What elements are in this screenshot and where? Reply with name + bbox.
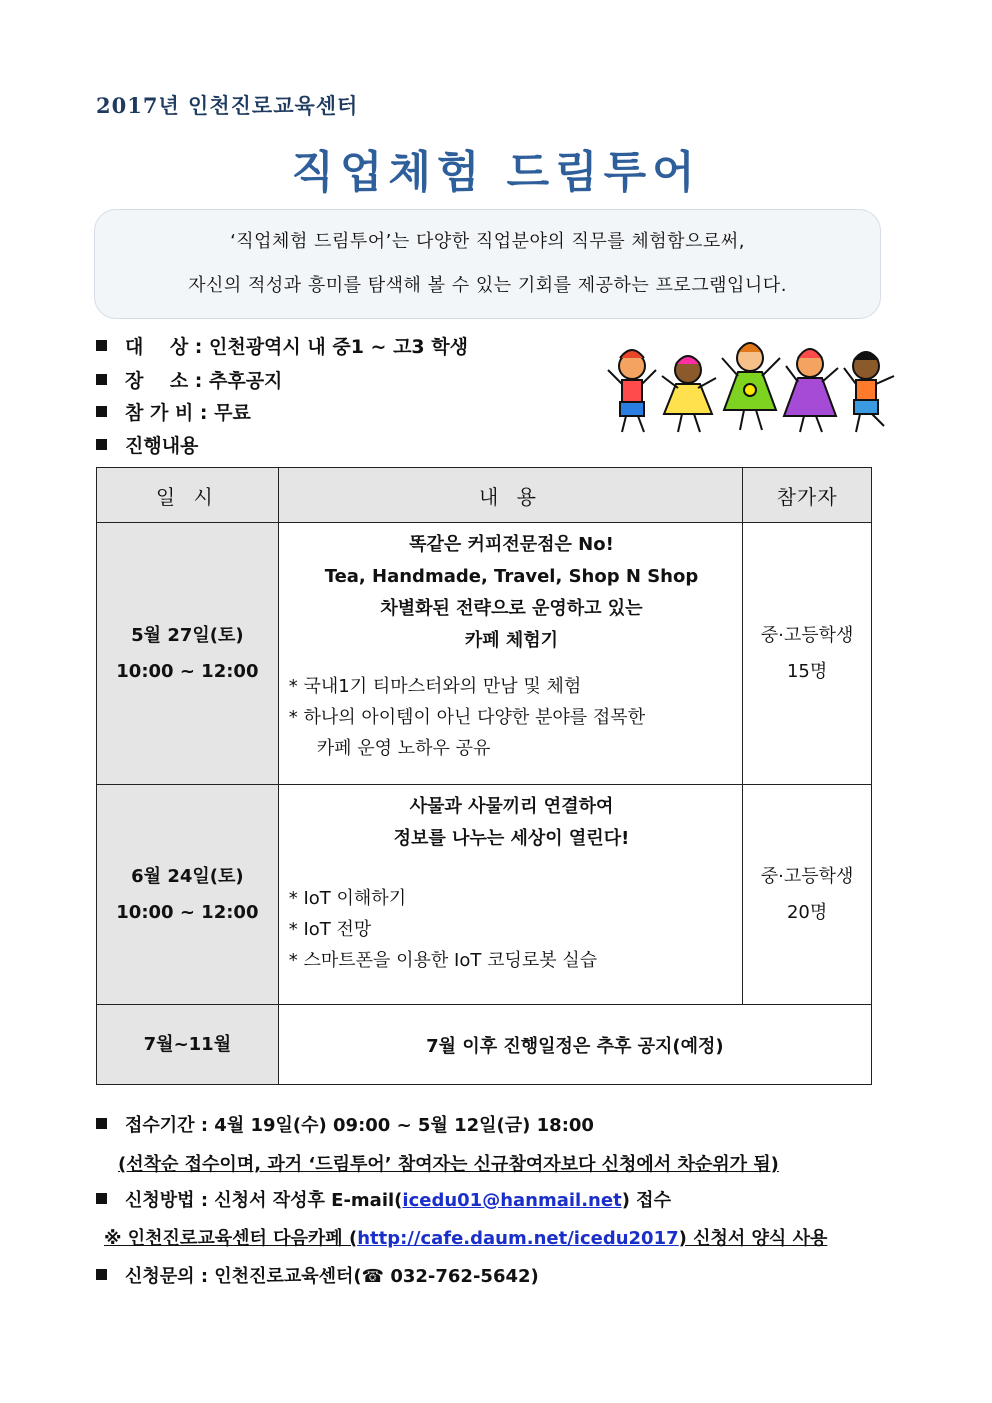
info-target-value: 인천광역시 내 중1 ~ 고3 학생 xyxy=(209,336,468,358)
row-date-cell xyxy=(97,523,279,785)
col-header-content: 내 용 xyxy=(278,468,742,523)
row-title-line: 정보를 나누는 세상이 열린다! xyxy=(393,828,630,849)
row-bullet: * IoT 전망 xyxy=(288,919,372,940)
table-row xyxy=(97,1005,872,1085)
info-progress-label: 진행내용 xyxy=(125,435,199,457)
info-place-value: 추후공지 xyxy=(209,370,283,392)
method-prefix: 신청서 작성후 E-mail( xyxy=(214,1190,403,1211)
row-title-line: Tea, Handmade, Travel, Shop N Shop xyxy=(324,566,699,587)
row-title-line: 차별화된 전략으로 운영하고 있는 xyxy=(380,598,643,619)
black-square-icon xyxy=(96,1193,107,1204)
col-header-date: 일 시 xyxy=(97,468,279,523)
intro-line-1: ‘직업체험 드림투어’는 다양한 직업분야의 직무를 체험함으로써, xyxy=(230,231,745,252)
inquiry-prefix: 인천진로교육센터( xyxy=(214,1266,362,1287)
black-square-icon xyxy=(96,1118,107,1129)
info-fee: 참 가 비 : 무료 xyxy=(96,398,251,425)
participant-type: 중·고등학생 xyxy=(760,865,854,887)
info-place-label: 장 소 xyxy=(125,370,189,392)
intro-box xyxy=(94,209,881,319)
row-title-line: 사물과 사물끼리 연결하여 xyxy=(409,796,614,817)
cafe-link[interactable]: http://cafe.daum.net/icedu2017 xyxy=(357,1228,679,1249)
inquiry-label: 신청문의 xyxy=(125,1266,195,1287)
method-label: 신청방법 xyxy=(125,1190,195,1211)
info-fee-value: 무료 xyxy=(214,402,251,424)
row-time: 10:00 ~ 12:00 xyxy=(116,660,259,682)
footer-method: 신청방법 : 신청서 작성후 E-mail(icedu01@hanmail.net) 접수 xyxy=(96,1186,671,1212)
black-square-icon xyxy=(96,1269,107,1280)
row-bullet: * 스마트폰을 이용한 IoT 코딩로봇 실습 xyxy=(288,950,598,971)
row-content-cell xyxy=(278,785,742,1005)
row-bullet-continued: 카페 운영 노하우 공유 xyxy=(316,738,491,759)
cafe-prefix: ※ 인천진로교육센터 다음카페 ( xyxy=(104,1228,358,1249)
dancing-kids-illustration xyxy=(600,328,900,440)
info-progress xyxy=(96,431,198,458)
footer-inquiry: 신청문의 : 인천진로교육센터(☎ 032-762-5642) xyxy=(96,1262,539,1288)
period-note: (선착순 접수이며, 과거 ‘드림투어’ 참여자는 신규참여자보다 신청에서 차순위가 됨) xyxy=(118,1154,779,1175)
telephone-icon: ☎ xyxy=(361,1266,385,1287)
black-square-icon xyxy=(96,406,107,417)
table-row xyxy=(97,785,872,1005)
participant-type: 중·고등학생 xyxy=(760,624,854,646)
participant-count: 15명 xyxy=(786,660,828,682)
row-content-cell xyxy=(278,523,742,785)
row-date: 7월~11월 xyxy=(143,1033,232,1055)
footer-period: 접수기간 : 4월 19일(수) 09:00 ~ 5월 12일(금) 18:00 xyxy=(96,1111,594,1137)
row-date-cell xyxy=(97,1005,279,1085)
row-date: 6월 24일(토) xyxy=(131,865,244,887)
black-square-icon xyxy=(96,439,107,450)
info-fee-label: 참 가 비 xyxy=(125,402,194,424)
black-square-icon xyxy=(96,340,107,351)
table-row xyxy=(97,523,872,785)
inquiry-phone: 032-762-5642) xyxy=(390,1266,539,1287)
email-link[interactable]: icedu01@hanmail.net xyxy=(402,1190,622,1211)
period-label: 접수기간 xyxy=(125,1115,195,1136)
header-year-org: 2017년 인천진로교육센터 xyxy=(96,93,359,118)
info-target: 대 상 : 인천광역시 내 중1 ~ 고3 학생 xyxy=(96,332,468,359)
row-date-cell xyxy=(97,785,279,1005)
schedule-table xyxy=(96,467,872,1085)
info-target-label: 대 상 xyxy=(125,336,189,358)
period-value: 4월 19일(수) 09:00 ~ 5월 12일(금) 18:00 xyxy=(214,1115,594,1136)
row-title-line: 카페 체험기 xyxy=(464,630,559,651)
participant-count: 20명 xyxy=(786,901,828,923)
intro-line-2: 자신의 적성과 흥미를 탐색해 볼 수 있는 기회를 제공하는 프로그램입니다. xyxy=(188,275,787,296)
black-square-icon xyxy=(96,374,107,385)
cafe-note xyxy=(104,1224,827,1250)
info-place: 장 소 : 추후공지 xyxy=(96,366,282,393)
row-participants-cell xyxy=(743,785,872,1005)
col-header-participants: 참가자 xyxy=(743,468,872,523)
method-suffix: ) 접수 xyxy=(621,1190,671,1211)
page-title: 직업체험 드림투어 xyxy=(291,147,701,198)
row-participants-cell xyxy=(743,523,872,785)
row-content-cell: 7월 이후 진행일정은 추후 공지(예정) xyxy=(278,1005,871,1085)
row-title-line: 똑같은 커피전문점은 No! xyxy=(409,534,614,555)
row-time: 10:00 ~ 12:00 xyxy=(116,901,259,923)
table-header-row xyxy=(97,468,872,523)
row-bullet: * IoT 이해하기 xyxy=(288,888,407,909)
row-bullet: * 국내1기 티마스터와의 만남 및 체험 xyxy=(288,676,582,697)
row-date: 5월 27일(토) xyxy=(131,624,244,646)
cafe-suffix: ) 신청서 양식 사용 xyxy=(678,1228,828,1249)
row-bullet: * 하나의 아이템이 아닌 다양한 분야를 접목한 xyxy=(288,707,646,728)
